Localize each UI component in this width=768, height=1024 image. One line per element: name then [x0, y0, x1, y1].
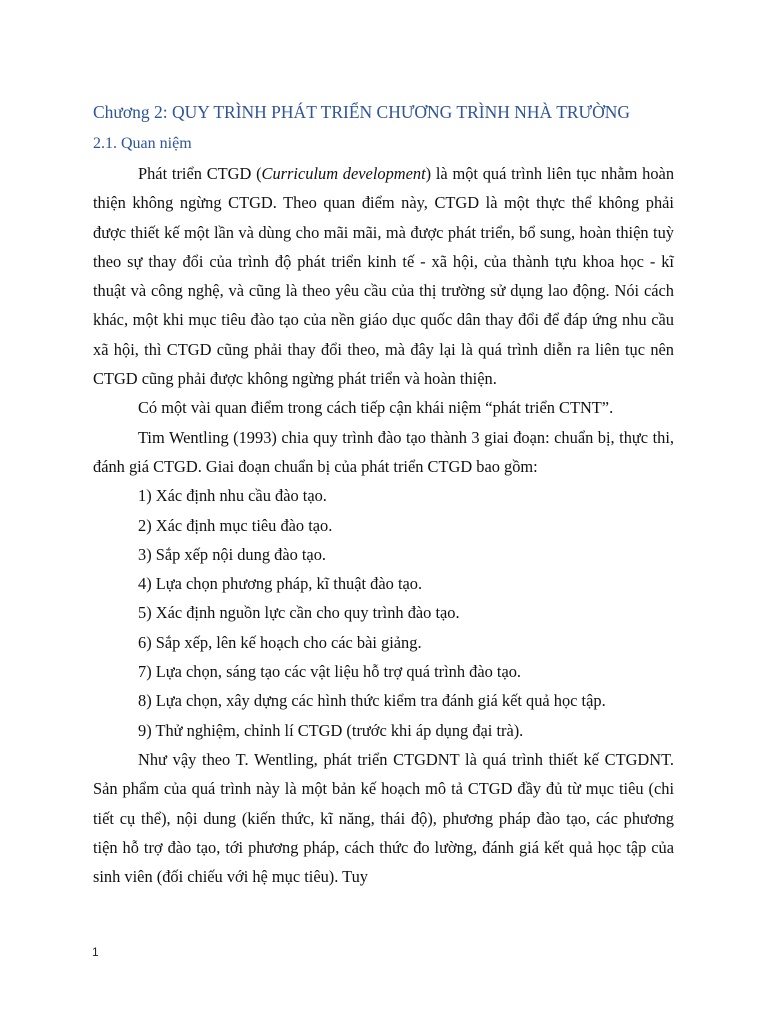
- list-item: 2) Xác định mục tiêu đào tạo.: [138, 515, 333, 535]
- para1-text-start: Phát triển CTGD (: [138, 164, 262, 183]
- paragraph-curriculum-development: [93, 159, 674, 393]
- list-item: 1) Xác định nhu cầu đào tạo.: [138, 486, 327, 506]
- body-text: [93, 159, 674, 891]
- paragraph-wentling: Tim Wentling (1993) chia quy trình đào tạo thành 3 giai đoạn: chuẩn bị, thực thi, đánh giá CTGD. Giai đoạn chuẩn bị của phát triển CTGD bao gồm:: [93, 427, 674, 476]
- list-item: 9) Thử nghiệm, chỉnh lí CTGD (trước khi áp dụng đại trà).: [138, 720, 524, 740]
- chapter-title: Chương 2: QUY TRÌNH PHÁT TRIỂN CHƯƠNG TRÌNH NHÀ TRƯỜNG: [93, 102, 631, 122]
- list-item: 4) Lựa chọn phương pháp, kĩ thuật đào tạo.: [138, 574, 423, 594]
- page-number: 1: [92, 945, 99, 959]
- paragraph-approaches: Có một vài quan điểm trong cách tiếp cận khái niệm “phát triển CTNT”.: [138, 398, 614, 418]
- list-item: 8) Lựa chọn, xây dựng các hình thức kiểm tra đánh giá kết quả học tập.: [138, 691, 606, 711]
- section-title: 2.1. Quan niệm: [93, 135, 192, 152]
- list-item: 5) Xác định nguồn lực cần cho quy trình đào tạo.: [138, 603, 460, 623]
- list-item: 3) Sắp xếp nội dung đào tạo.: [138, 544, 327, 564]
- list-item: 6) Sắp xếp, lên kế hoạch cho các bài giảng.: [138, 632, 422, 652]
- para1-italic-term: Curriculum development: [261, 164, 426, 183]
- paragraph-conclusion: Như vậy theo T. Wentling, phát triển CTGDNT là quá trình thiết kế CTGDNT. Sản phẩm của quá trình này là một bản kế hoạch mô tả CTGD đầy đủ từ mục tiêu (chi tiết cụ thể), nội dung (kiến thức, kĩ năng, thái độ), phương pháp đào tạo, các phương tiện hỗ trợ đào tạo, tới phương pháp, cách thức đo lường, đánh giá kết quả học tập của sinh viên (đối chiếu với hệ mục tiêu). Tuy: [93, 749, 674, 887]
- list-item: 7) Lựa chọn, sáng tạo các vật liệu hỗ trợ quá trình đào tạo.: [138, 662, 522, 682]
- para1-text-rest: ) là một quá trình liên tục nhằm hoàn thiện không ngừng CTGD. Theo quan điểm này, CTGD là một thực thể không phải được thiết kế một lần và dùng cho mãi mãi, mà được phát triển, bổ sung, hoàn thiện tuỳ theo sự thay đổi của trình độ phát triển kinh tế - xã hội, của thành tựu khoa học - kĩ thuật và công nghệ, và cũng là theo yêu cầu của thị trường sử dụng lao động. Nói cách khác, một khi mục tiêu đào tạo của nền giáo dục quốc dân thay đổi để đáp ứng nhu cầu xã hội, thì CTGD cũng phải thay đổi theo, mà đây lại là quá trình diễn ra liên tục nên CTGD cũng phải được không ngừng phát triển và hoàn thiện.: [93, 164, 675, 389]
